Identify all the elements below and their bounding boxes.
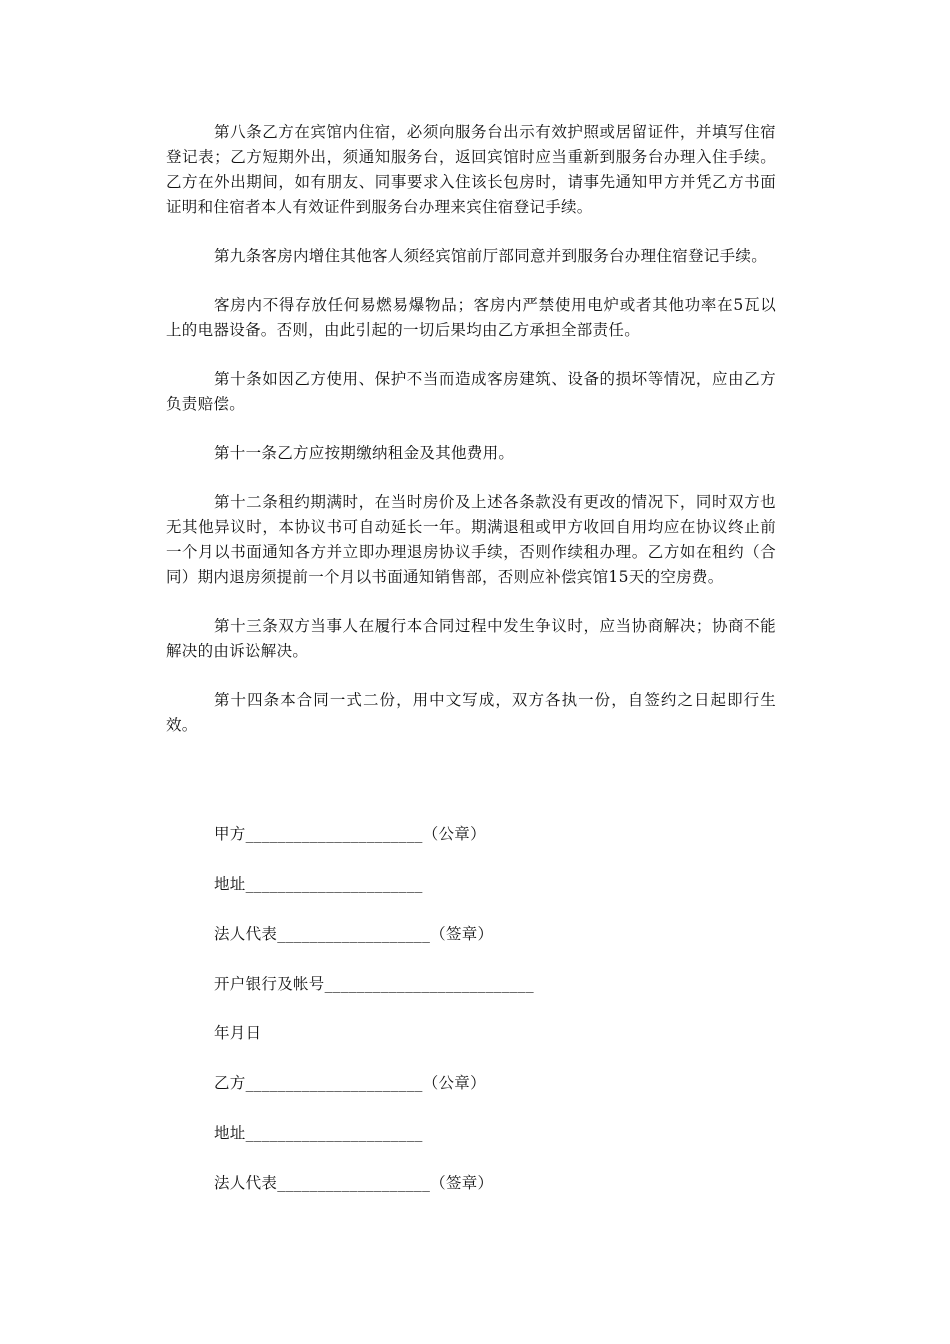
bank-account-line: 开户银行及帐号__________________________ xyxy=(214,975,534,993)
article-13-paragraph: 第十三条双方当事人在履行本合同过程中发生争议时，应当协商解决；协商不能解决的由诉讼解决。 xyxy=(166,617,776,660)
hazard-rule-paragraph: 客房内不得存放任何易燃易爆物品；客房内严禁使用电炉或者其他功率在5瓦以上的电器设备。否则，由此引起的一切后果均由乙方承担全部责任。 xyxy=(166,296,776,339)
date-line: 年月日 xyxy=(214,1024,262,1042)
article-10-paragraph: 第十条如因乙方使用、保护不当而造成客房建筑、设备的损坏等情况，应由乙方负责赔偿。 xyxy=(166,370,776,413)
article-11-paragraph: 第十一条乙方应按期缴纳租金及其他费用。 xyxy=(214,444,515,462)
party-b-address-line: 地址______________________ xyxy=(214,1124,423,1142)
party-a-address-line: 地址______________________ xyxy=(214,875,423,893)
article-12-paragraph: 第十二条租约期满时，在当时房价及上述各条款没有更改的情况下，同时双方也无其他异议时，本协议书可自动延长一年。期满退租或甲方收回自用均应在协议终止前一个月以书面通知各方并立即办理退房协议手续，否则作续租办理。乙方如在租约（合同）期内退房须提前一个月以书面通知销售部，否则应补偿宾馆15天的空房费。 xyxy=(166,493,776,586)
party-a-line: 甲方______________________（公章） xyxy=(214,825,486,843)
contract-body xyxy=(166,120,776,762)
article-8-paragraph: 第八条乙方在宾馆内住宿，必须向服务台出示有效护照或居留证件，并填写住宿登记表；乙方短期外出，须通知服务台，返回宾馆时应当重新到服务台办理入住手续。乙方在外出期间，如有朋友、同事要求入住该长包房时，请事先通知甲方并凭乙方书面证明和住宿者本人有效证件到服务台办理来宾住宿登记手续。 xyxy=(166,123,776,216)
party-a-legal-rep-line: 法人代表___________________（签章） xyxy=(214,925,494,943)
party-b-legal-rep-line: 法人代表___________________（签章） xyxy=(214,1174,494,1192)
article-9-paragraph: 第九条客房内增住其他客人须经宾馆前厅部同意并到服务台办理住宿登记手续。 xyxy=(214,247,768,265)
party-b-line: 乙方______________________（公章） xyxy=(214,1074,486,1092)
article-14-paragraph: 第十四条本合同一式二份，用中文写成，双方各执一份，自签约之日起即行生效。 xyxy=(166,691,776,734)
